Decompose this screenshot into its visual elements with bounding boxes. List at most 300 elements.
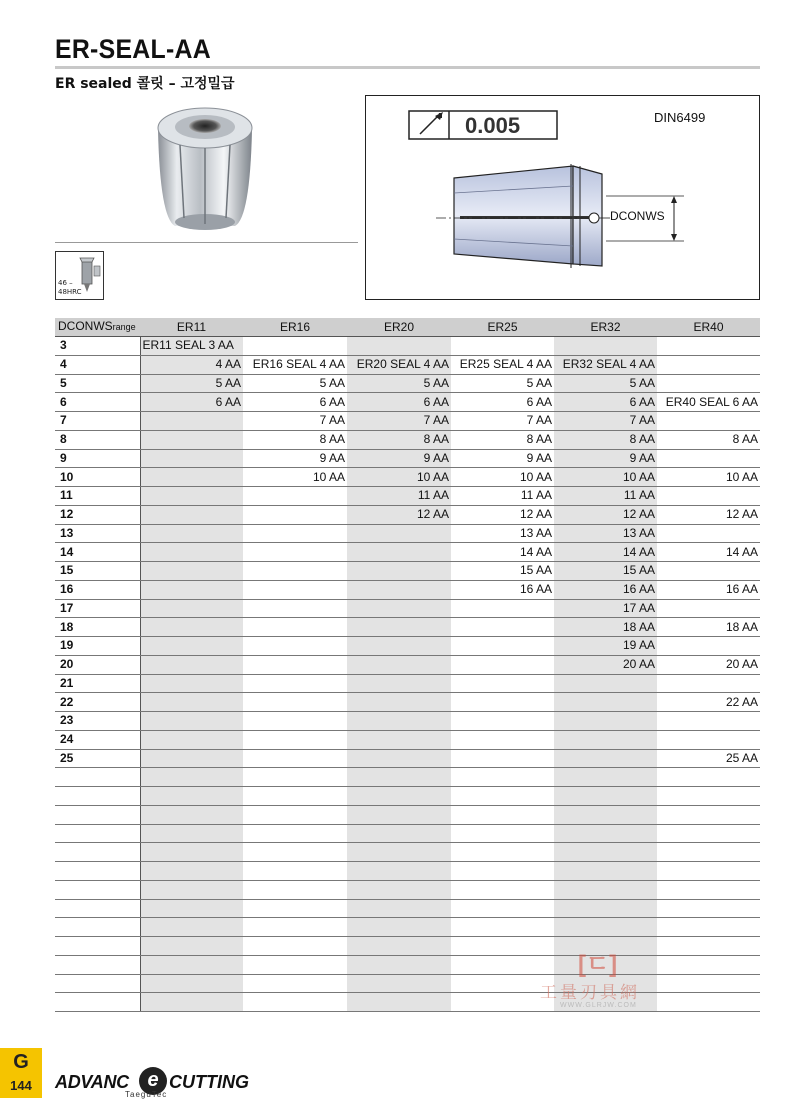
brand-text-2: CUTTING [169, 1072, 249, 1092]
collet-code-cell: 20 AA [657, 655, 760, 674]
collet-code-cell [140, 412, 243, 431]
collet-code-cell [347, 787, 451, 806]
collet-code-cell [140, 580, 243, 599]
collet-code-cell [657, 824, 760, 843]
collet-code-cell [140, 468, 243, 487]
table-row-blank [55, 862, 760, 881]
collet-code-cell [657, 862, 760, 881]
collet-code-cell [554, 674, 657, 693]
collet-code-cell: 10 AA [347, 468, 451, 487]
collet-code-cell: 12 AA [347, 505, 451, 524]
diameter-cell [55, 880, 140, 899]
table-row-blank [55, 974, 760, 993]
table-row-blank [55, 787, 760, 806]
collet-code-cell [140, 655, 243, 674]
collet-code-cell [140, 768, 243, 787]
table-row-blank [55, 805, 760, 824]
table-row [55, 674, 760, 693]
collet-code-cell: 22 AA [657, 693, 760, 712]
collet-code-cell [347, 562, 451, 581]
collet-code-cell [657, 843, 760, 862]
collet-code-cell [140, 487, 243, 506]
collet-photo-icon [150, 100, 260, 232]
collet-code-cell [347, 749, 451, 768]
collet-code-cell: ER11 SEAL 3 AA [140, 337, 243, 356]
dimension-label: DCONWS [610, 209, 665, 223]
collet-code-cell [347, 599, 451, 618]
collet-code-cell [347, 580, 451, 599]
collet-code-cell: 16 AA [657, 580, 760, 599]
collet-code-cell: 11 AA [554, 487, 657, 506]
collet-code-cell [140, 730, 243, 749]
collet-code-cell: 5 AA [140, 374, 243, 393]
table-row [55, 393, 760, 412]
collet-code-cell: 10 AA [657, 468, 760, 487]
collet-code-cell [347, 993, 451, 1012]
collet-code-cell [140, 862, 243, 881]
collet-code-cell [347, 693, 451, 712]
diameter-cell: 17 [55, 599, 140, 618]
collet-code-cell [243, 618, 347, 637]
collet-code-cell [347, 918, 451, 937]
collet-code-cell [243, 787, 347, 806]
section-tab [0, 1048, 42, 1098]
page-number: 144 [10, 1078, 32, 1093]
collet-code-cell [451, 862, 554, 881]
diameter-cell: 18 [55, 618, 140, 637]
collet-code-cell: 12 AA [657, 505, 760, 524]
collet-code-cell: 9 AA [554, 449, 657, 468]
table-row [55, 730, 760, 749]
collet-code-cell [347, 637, 451, 656]
collet-code-cell [140, 787, 243, 806]
column-header: ER20 [347, 318, 451, 337]
collet-code-cell [347, 712, 451, 731]
collet-code-cell [243, 937, 347, 956]
collet-code-cell [140, 843, 243, 862]
collet-code-cell [554, 899, 657, 918]
diameter-cell [55, 993, 140, 1012]
diameter-cell: 4 [55, 355, 140, 374]
column-header: ER40 [657, 318, 760, 337]
table-row [55, 505, 760, 524]
brand-e-icon: e [139, 1067, 167, 1095]
diameter-cell: 19 [55, 637, 140, 656]
collet-code-cell: 25 AA [657, 749, 760, 768]
collet-code-cell [347, 899, 451, 918]
collet-code-cell [243, 880, 347, 899]
collet-code-cell [140, 805, 243, 824]
collet-code-cell [243, 487, 347, 506]
collet-code-cell [657, 562, 760, 581]
collet-code-cell: 8 AA [451, 430, 554, 449]
collet-code-cell [140, 824, 243, 843]
table-row-blank [55, 824, 760, 843]
diameter-cell: 7 [55, 412, 140, 431]
collet-code-cell: 13 AA [451, 524, 554, 543]
collet-code-cell [347, 524, 451, 543]
diameter-cell [55, 955, 140, 974]
diameter-cell [55, 805, 140, 824]
collet-code-cell [554, 768, 657, 787]
collet-code-cell [140, 505, 243, 524]
diameter-cell: 10 [55, 468, 140, 487]
table-row [55, 749, 760, 768]
table-header-row [55, 318, 760, 337]
collet-code-cell: 7 AA [451, 412, 554, 431]
diameter-cell: 13 [55, 524, 140, 543]
collet-code-cell [451, 712, 554, 731]
collet-code-cell: 6 AA [140, 393, 243, 412]
diameter-cell: 5 [55, 374, 140, 393]
collet-code-cell [657, 993, 760, 1012]
collet-code-cell [243, 655, 347, 674]
collet-code-cell [243, 918, 347, 937]
table-row [55, 468, 760, 487]
collet-code-cell [140, 899, 243, 918]
collet-code-cell: 5 AA [243, 374, 347, 393]
diameter-cell: 21 [55, 674, 140, 693]
collet-code-cell [243, 580, 347, 599]
collet-code-cell [140, 693, 243, 712]
collet-code-cell [243, 693, 347, 712]
column-header: ER25 [451, 318, 554, 337]
collet-code-cell [554, 918, 657, 937]
collet-code-cell [347, 955, 451, 974]
collet-code-cell: ER32 SEAL 4 AA [554, 355, 657, 374]
collet-code-cell: 7 AA [243, 412, 347, 431]
diameter-cell: 24 [55, 730, 140, 749]
diameter-cell [55, 824, 140, 843]
collet-code-cell [657, 355, 760, 374]
diameter-cell [55, 918, 140, 937]
collet-code-cell [347, 843, 451, 862]
collet-code-cell [243, 862, 347, 881]
collet-code-cell: 4 AA [140, 355, 243, 374]
collet-code-cell [451, 993, 554, 1012]
collet-code-cell [657, 880, 760, 899]
table-row [55, 543, 760, 562]
collet-code-cell [347, 805, 451, 824]
collet-code-cell [451, 599, 554, 618]
diameter-cell: 12 [55, 505, 140, 524]
collet-code-cell: 15 AA [451, 562, 554, 581]
collet-code-cell [554, 730, 657, 749]
hardness-badge [55, 251, 104, 300]
diameter-cell: 25 [55, 749, 140, 768]
collet-code-cell: 9 AA [347, 449, 451, 468]
table-row [55, 712, 760, 731]
table-row-blank [55, 993, 760, 1012]
diameter-cell: 11 [55, 487, 140, 506]
watermark-text: 工量刃具網 [540, 983, 640, 1003]
collet-code-cell [451, 880, 554, 899]
table-row-blank [55, 918, 760, 937]
table-row [55, 412, 760, 431]
section-letter: G [13, 1051, 29, 1073]
collet-code-cell [554, 749, 657, 768]
diameter-cell [55, 862, 140, 881]
collet-code-cell [451, 768, 554, 787]
collet-code-cell [451, 749, 554, 768]
page-subtitle: ER sealed 콜릿 – 고정밀급 [55, 76, 235, 92]
collet-code-cell: ER40 SEAL 6 AA [657, 393, 760, 412]
collet-code-cell [140, 562, 243, 581]
collet-code-cell: 8 AA [554, 430, 657, 449]
collet-code-cell [657, 449, 760, 468]
collet-code-cell: 6 AA [451, 393, 554, 412]
collet-code-cell [243, 562, 347, 581]
collet-code-cell: 8 AA [657, 430, 760, 449]
collet-code-cell [243, 599, 347, 618]
collet-code-cell [657, 768, 760, 787]
collet-code-cell [554, 337, 657, 356]
collet-code-cell [140, 918, 243, 937]
collet-code-cell [140, 974, 243, 993]
collet-code-cell [243, 524, 347, 543]
collet-code-cell: 11 AA [347, 487, 451, 506]
table-row [55, 487, 760, 506]
diameter-cell [55, 937, 140, 956]
diameter-cell: 23 [55, 712, 140, 731]
photo-divider [55, 242, 358, 243]
collet-code-cell [657, 787, 760, 806]
collet-code-cell: ER25 SEAL 4 AA [451, 355, 554, 374]
collet-code-cell [347, 880, 451, 899]
collet-code-cell: 20 AA [554, 655, 657, 674]
collet-code-cell [140, 937, 243, 956]
collet-code-cell [657, 524, 760, 543]
collet-code-cell [243, 637, 347, 656]
table-row [55, 580, 760, 599]
collet-code-cell [347, 655, 451, 674]
technical-drawing [365, 95, 760, 300]
collet-code-cell [451, 955, 554, 974]
collet-code-cell [554, 712, 657, 731]
collet-code-cell: 16 AA [451, 580, 554, 599]
collet-code-cell [657, 955, 760, 974]
collet-code-cell [347, 674, 451, 693]
collet-code-cell [347, 824, 451, 843]
collet-code-cell: ER16 SEAL 4 AA [243, 355, 347, 374]
diameter-cell [55, 899, 140, 918]
watermark-logo-icon: [ㄷ] [578, 951, 618, 978]
collet-code-cell [140, 449, 243, 468]
collet-code-cell [451, 337, 554, 356]
collet-code-cell [451, 655, 554, 674]
table-row-blank [55, 843, 760, 862]
collet-code-cell [140, 524, 243, 543]
collet-code-cell [140, 430, 243, 449]
table-row [55, 524, 760, 543]
collet-code-cell [657, 937, 760, 956]
table-row [55, 599, 760, 618]
collet-code-cell [243, 974, 347, 993]
collet-code-cell [243, 712, 347, 731]
table-row-blank [55, 768, 760, 787]
collet-code-cell [140, 712, 243, 731]
collet-code-cell [243, 843, 347, 862]
collet-code-cell: 10 AA [554, 468, 657, 487]
collet-code-cell: 5 AA [451, 374, 554, 393]
collet-code-cell [140, 637, 243, 656]
collet-code-cell: 17 AA [554, 599, 657, 618]
watermark-url: WWW.GLRJW.COM [560, 1002, 637, 1009]
table-row [55, 693, 760, 712]
collet-code-cell: 7 AA [347, 412, 451, 431]
collet-code-cell [451, 787, 554, 806]
collet-code-cell: 8 AA [347, 430, 451, 449]
table-row [55, 637, 760, 656]
table-row-blank [55, 937, 760, 956]
diameter-cell: 14 [55, 543, 140, 562]
column-header: ER32 [554, 318, 657, 337]
collet-code-cell [451, 805, 554, 824]
column-header: ER11 [140, 318, 243, 337]
diameter-cell: 6 [55, 393, 140, 412]
table-row-blank [55, 899, 760, 918]
diameter-cell: 3 [55, 337, 140, 356]
diameter-cell [55, 974, 140, 993]
collet-code-cell: 5 AA [554, 374, 657, 393]
table-row-blank [55, 880, 760, 899]
collet-code-cell: 16 AA [554, 580, 657, 599]
collet-code-cell [243, 749, 347, 768]
collet-code-cell [657, 899, 760, 918]
collet-code-cell [657, 712, 760, 731]
collet-code-cell: 14 AA [657, 543, 760, 562]
diameter-cell: 16 [55, 580, 140, 599]
collet-code-cell [657, 374, 760, 393]
collet-code-cell [554, 824, 657, 843]
collet-code-cell [140, 880, 243, 899]
table-row [55, 562, 760, 581]
collet-code-cell: 18 AA [554, 618, 657, 637]
collet-code-cell [347, 937, 451, 956]
title-divider [55, 66, 760, 69]
collet-code-cell [451, 974, 554, 993]
collet-drawing [366, 96, 759, 299]
collet-code-cell [347, 618, 451, 637]
page-title: ER-SEAL-AA [55, 34, 211, 64]
collet-code-cell [243, 899, 347, 918]
collet-code-cell [657, 599, 760, 618]
collet-code-cell [657, 918, 760, 937]
collet-code-cell [554, 843, 657, 862]
collet-code-cell [554, 880, 657, 899]
collet-code-cell [657, 487, 760, 506]
diameter-cell [55, 768, 140, 787]
collet-code-cell [657, 730, 760, 749]
collet-code-cell [243, 805, 347, 824]
collet-code-cell [554, 693, 657, 712]
collet-code-cell: 9 AA [451, 449, 554, 468]
collet-code-cell: 10 AA [451, 468, 554, 487]
collet-code-cell [451, 899, 554, 918]
collet-code-cell [347, 768, 451, 787]
table-row [55, 655, 760, 674]
collet-code-cell [140, 599, 243, 618]
collet-code-cell [347, 337, 451, 356]
collet-code-cell [451, 674, 554, 693]
diameter-cell: 20 [55, 655, 140, 674]
collet-code-cell [140, 955, 243, 974]
table-row [55, 355, 760, 374]
collet-code-cell [243, 993, 347, 1012]
collet-code-cell [451, 824, 554, 843]
table-row-blank [55, 955, 760, 974]
collet-code-cell: 14 AA [451, 543, 554, 562]
collet-code-cell: 9 AA [243, 449, 347, 468]
collet-code-cell: 6 AA [554, 393, 657, 412]
collet-code-cell [451, 918, 554, 937]
collet-code-cell [243, 730, 347, 749]
collet-code-cell: 7 AA [554, 412, 657, 431]
collet-code-cell: 14 AA [554, 543, 657, 562]
collet-code-cell [451, 843, 554, 862]
collet-code-cell [347, 543, 451, 562]
column-header: ER16 [243, 318, 347, 337]
collet-code-cell [451, 693, 554, 712]
collet-code-cell: 11 AA [451, 487, 554, 506]
standard-label: DIN6499 [654, 110, 706, 125]
tolerance-value: 0.005 [465, 113, 521, 138]
collet-code-cell [657, 637, 760, 656]
collet-code-cell: 8 AA [243, 430, 347, 449]
collet-code-cell [451, 637, 554, 656]
diameter-cell: 15 [55, 562, 140, 581]
column-header-dconws: DCONWSrange [55, 318, 140, 337]
collet-code-cell: 5 AA [347, 374, 451, 393]
diameter-cell [55, 787, 140, 806]
diameter-cell: 22 [55, 693, 140, 712]
collet-code-cell [657, 412, 760, 431]
collet-code-cell [243, 768, 347, 787]
collet-code-cell: 18 AA [657, 618, 760, 637]
collet-code-cell [140, 543, 243, 562]
table-row [55, 337, 760, 356]
collet-code-cell [243, 543, 347, 562]
table-row [55, 430, 760, 449]
collet-code-cell [657, 974, 760, 993]
hardness-text: 46 – 48HRC [58, 279, 82, 296]
collet-code-cell [140, 674, 243, 693]
collet-code-cell [554, 862, 657, 881]
collet-code-cell [657, 674, 760, 693]
collet-code-cell: 15 AA [554, 562, 657, 581]
collet-code-cell: 6 AA [243, 393, 347, 412]
collet-code-cell [243, 955, 347, 974]
collet-code-cell [347, 862, 451, 881]
collet-code-cell [554, 805, 657, 824]
collet-size-table [55, 318, 760, 1012]
collet-code-cell [347, 974, 451, 993]
collet-code-cell [554, 787, 657, 806]
collet-code-cell [243, 505, 347, 524]
collet-code-cell [140, 618, 243, 637]
collet-code-cell [347, 730, 451, 749]
collet-code-cell [451, 618, 554, 637]
brand-subtitle: TaeguTec [125, 1090, 168, 1099]
collet-code-cell [140, 749, 243, 768]
brand-text-1: ADVANC [55, 1072, 129, 1092]
collet-code-cell [451, 730, 554, 749]
collet-code-cell: 6 AA [347, 393, 451, 412]
table-row [55, 449, 760, 468]
diameter-cell: 9 [55, 449, 140, 468]
collet-code-cell [451, 937, 554, 956]
collet-code-cell: 19 AA [554, 637, 657, 656]
